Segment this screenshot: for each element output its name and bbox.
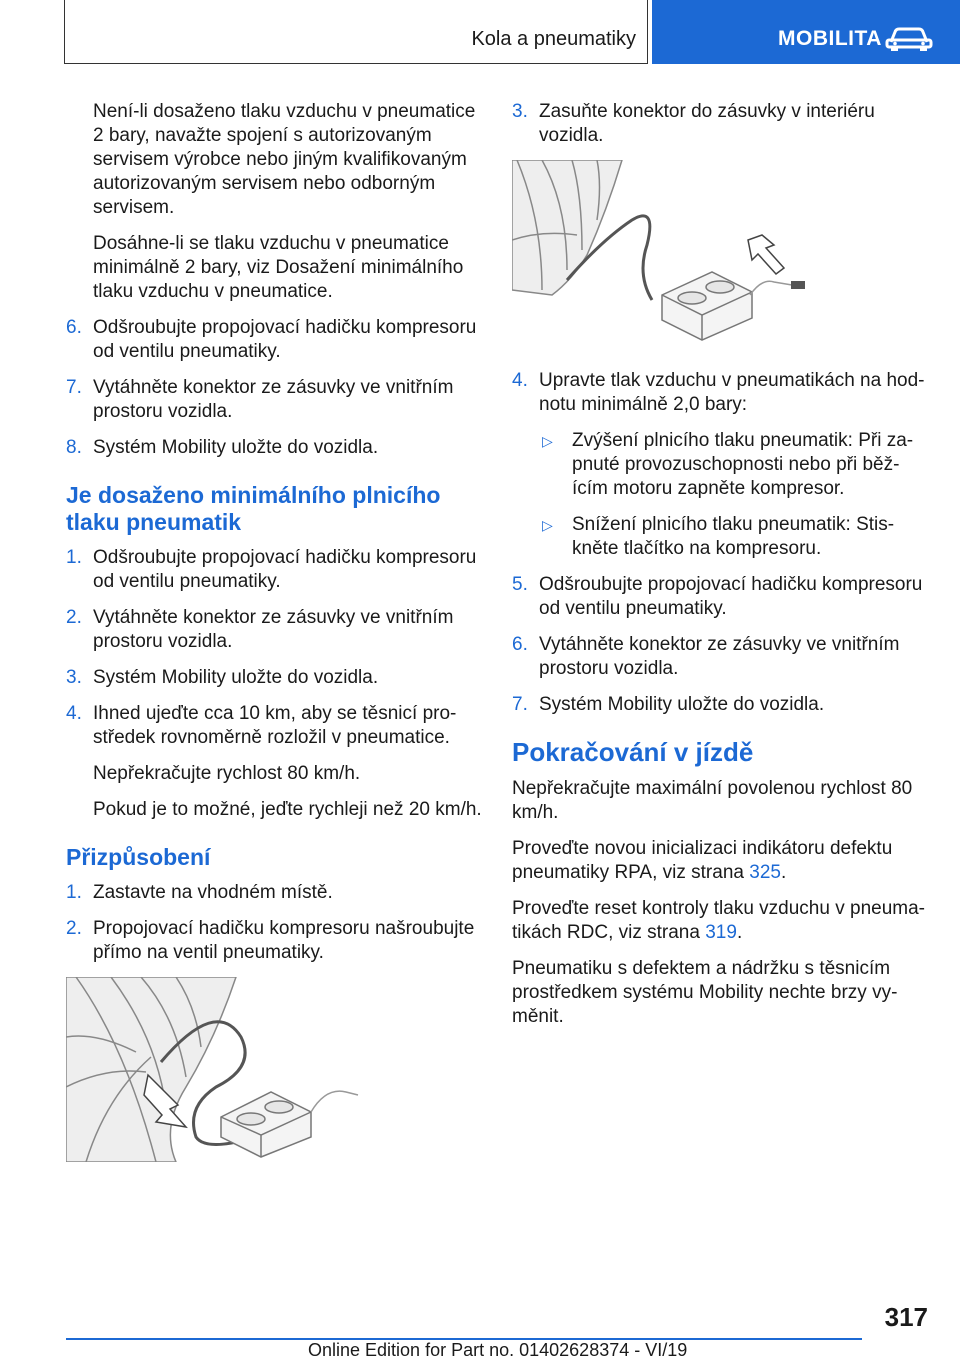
step-note: Pokud je to možné, jeďte rychleji než 20 km/h. xyxy=(93,799,482,820)
step-number: 2. xyxy=(66,607,82,628)
step-text: Ihned ujeďte cca 10 km, aby se těsnicí prostředek rovnoměrně rozložil v pneumatice. xyxy=(93,703,457,748)
step-text: Vytáhněte konektor ze zásuvky ve vnitřním prostoru vozidla. xyxy=(539,634,900,679)
list-item xyxy=(66,917,482,965)
section-title: Kola a pneumatiky xyxy=(471,28,636,50)
step-text: Systém Mobility uložte do vozidla. xyxy=(539,694,825,715)
step-text: Vytáhněte konektor ze zásuvky ve vnitřním prostoru vozidla. xyxy=(93,607,454,652)
heading-pressure-reached: Je dosaženo minimálního plnicího tlaku pneumatik xyxy=(66,482,441,535)
list-item xyxy=(66,546,482,594)
step-note: Nepřekračujte rychlost 80 km/h. xyxy=(93,763,361,784)
sub-item xyxy=(542,513,928,561)
list-item xyxy=(512,100,928,148)
illustration-valve-connection xyxy=(66,977,366,1162)
list-item xyxy=(66,606,482,654)
paragraph-text: . xyxy=(736,922,743,943)
footer-edition: Online Edition for Part no. 01402628374 - VI/19 xyxy=(308,1340,688,1360)
step-number: 7. xyxy=(66,377,82,398)
sub-item xyxy=(542,429,928,501)
intro-paragraph-2: Dosáhne-li se tlaku vzduchu v pneumatice minimálně 2 bary, viz Dosažení minimálního tlaku vzduchu v pneumatice. xyxy=(93,233,464,302)
list-item xyxy=(66,702,482,750)
step-text: Propojovací hadičku kompresoru našroubujte přímo na ventil pneumatiky. xyxy=(93,918,475,963)
step-number: 3. xyxy=(66,667,82,688)
list-item xyxy=(512,693,928,717)
heading-adaptation: Přizpůsobení xyxy=(66,844,211,870)
step-text: Vytáhněte konektor ze zásuvky ve vnitřním prostoru vozidla. xyxy=(93,377,454,422)
step-number: 1. xyxy=(66,547,82,568)
paragraph-text: Proveďte reset kontroly tlaku vzduchu v pneumatikách RDC, viz strana xyxy=(512,898,925,943)
paragraph: Nepřekračujte maximální povolenou rychlost 80 km/h. xyxy=(512,778,913,823)
mobility-tab[interactable] xyxy=(652,0,960,64)
paragraph xyxy=(512,897,928,945)
illustration-socket-plug xyxy=(512,160,812,345)
step-number: 4. xyxy=(66,703,82,724)
step-number: 8. xyxy=(66,437,82,458)
step-text: Zasuňte konektor do zásuvky v interiéru vozidla. xyxy=(539,101,875,146)
step-text: Odšroubujte propojovací hadičku kompresoru od ventilu pneumatiky. xyxy=(539,574,923,619)
step-number: 6. xyxy=(66,317,82,338)
paragraph: Pneumatiku s defektem a nádržku s těsnicím prostředkem systému Mobility nechte brzy vyměnit. xyxy=(512,958,898,1027)
sub-item-text: Zvýšení plnicího tlaku pneumatik: Při zapnuté provozuschopnosti nebo při běžícím motoru zapněte kompresor. xyxy=(572,430,914,499)
triangle-bullet-icon: ▷ xyxy=(542,433,553,449)
step-text: Systém Mobility uložte do vozidla. xyxy=(93,667,379,688)
step-number: 6. xyxy=(512,634,528,655)
step-text: Odšroubujte propojovací hadičku kompresoru od ventilu pneumatiky. xyxy=(93,547,477,592)
car-icon xyxy=(885,26,933,52)
left-column xyxy=(66,100,482,1186)
intro-paragraph: Není-li dosaženo tlaku vzduchu v pneumatice 2 bary, navažte spojení s autorizovaným servisem výrobce nebo jiným kvalifikovaným autorizovaným servisem nebo odborným servisem. xyxy=(93,101,476,218)
list-item xyxy=(66,376,482,424)
step-number: 1. xyxy=(66,882,82,903)
list-item xyxy=(512,369,928,417)
list-item xyxy=(66,316,482,364)
list-item xyxy=(66,436,482,460)
list-item xyxy=(512,633,928,681)
step-text: Upravte tlak vzduchu v pneumatikách na hodnotu minimálně 2,0 bary: xyxy=(539,370,925,415)
paragraph xyxy=(512,837,928,885)
step-number: 3. xyxy=(512,101,528,122)
page-number: 317 xyxy=(884,1302,928,1332)
step-number: 5. xyxy=(512,574,528,595)
step-text: Zastavte na vhodném místě. xyxy=(93,882,333,903)
step-number: 4. xyxy=(512,370,528,391)
page-link-325[interactable]: 325 xyxy=(749,862,781,883)
sub-item-text: Snížení plnicího tlaku pneumatik: Stiskněte tlačítko na kompresoru. xyxy=(572,514,895,559)
list-item xyxy=(512,573,928,621)
step-text: Odšroubujte propojovací hadičku kompresoru od ventilu pneumatiky. xyxy=(93,317,477,362)
step-number: 2. xyxy=(66,918,82,939)
step-number: 7. xyxy=(512,694,528,715)
list-item xyxy=(66,666,482,690)
mobility-tab-label: MOBILITA xyxy=(778,27,882,50)
heading-continue-driving: Pokračování v jízdě xyxy=(512,737,754,767)
page-link-319[interactable]: 319 xyxy=(705,922,737,943)
list-item xyxy=(66,881,482,905)
step-text: Systém Mobility uložte do vozidla. xyxy=(93,437,379,458)
paragraph-text: . xyxy=(780,862,787,883)
paragraph-text: Proveďte novou inicializaci indikátoru defektu pneumatiky RPA, viz strana xyxy=(512,838,893,883)
right-column xyxy=(512,100,928,1041)
triangle-bullet-icon: ▷ xyxy=(542,517,553,533)
